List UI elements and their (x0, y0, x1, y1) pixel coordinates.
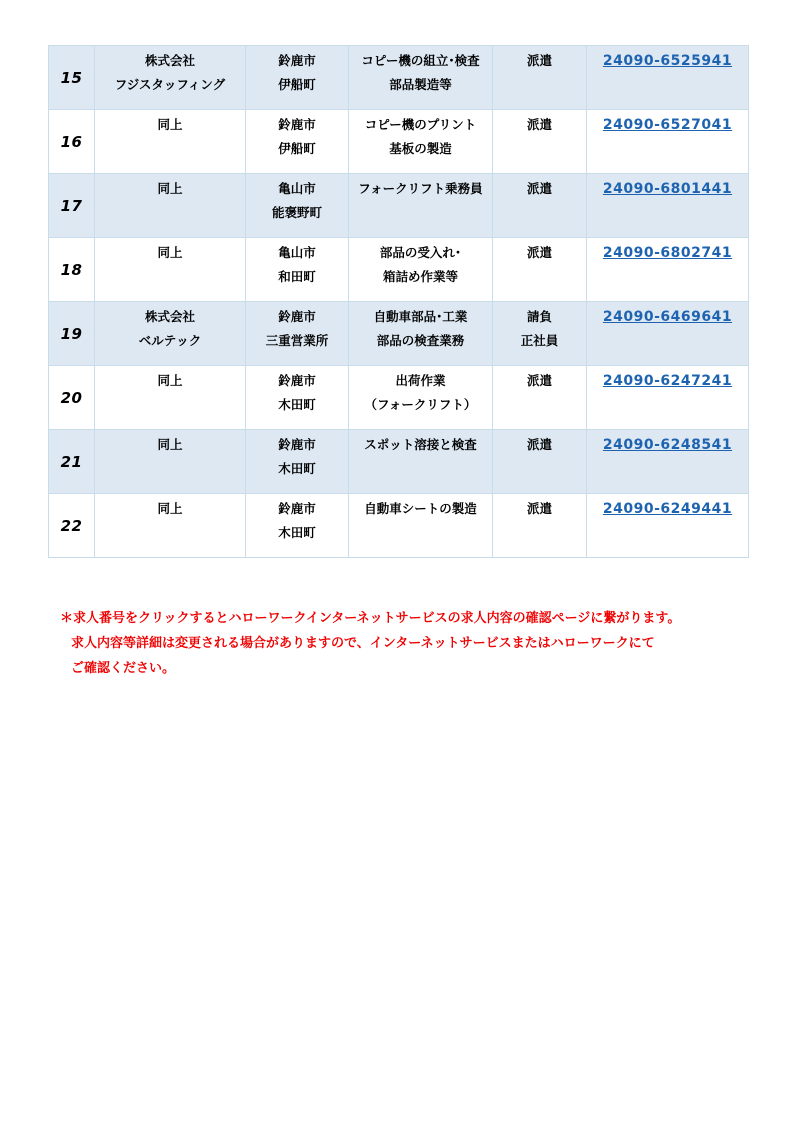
job-cell (349, 366, 493, 430)
table-row (49, 430, 749, 494)
table-row (49, 110, 749, 174)
location-text: 鈴鹿市 (278, 309, 316, 324)
row-number: 17 (49, 174, 95, 238)
job-text: 自動車部品･工業 (373, 309, 468, 324)
job-cell (349, 238, 493, 302)
company-text: 株式会社 (144, 309, 195, 324)
location-text: 伊船町 (278, 77, 316, 92)
job-text: 出荷作業 (395, 373, 446, 388)
company-cell (95, 174, 246, 238)
company-cell (95, 494, 246, 558)
location-cell (246, 174, 349, 238)
job-number-cell (587, 430, 749, 494)
job-text: 箱詰め作業等 (382, 269, 458, 284)
location-text: 木田町 (278, 397, 316, 412)
company-text: 同上 (157, 373, 183, 388)
employment-cell (493, 238, 587, 302)
company-text: 株式会社 (144, 53, 195, 68)
table-row (49, 46, 749, 110)
company-text: 同上 (157, 245, 183, 260)
row-number: 18 (49, 238, 95, 302)
location-text: 木田町 (278, 461, 316, 476)
employment-text: 派遣 (526, 501, 552, 516)
employment-cell (493, 430, 587, 494)
location-cell (246, 430, 349, 494)
notice-text (60, 606, 760, 681)
location-cell (246, 238, 349, 302)
company-cell (95, 302, 246, 366)
company-cell (95, 238, 246, 302)
job-number-link[interactable]: 24090-6249441 (602, 501, 733, 517)
company-cell (95, 366, 246, 430)
company-text: 同上 (157, 437, 183, 452)
job-listing-table (48, 45, 749, 558)
job-number-link[interactable]: 24090-6248541 (602, 437, 733, 453)
employment-cell (493, 302, 587, 366)
employment-cell (493, 494, 587, 558)
company-text: 同上 (157, 117, 183, 132)
location-text: 和田町 (278, 269, 316, 284)
job-number-cell (587, 494, 749, 558)
employment-text: 請負 (526, 309, 552, 324)
location-text: 三重営業所 (265, 333, 329, 348)
table-row (49, 494, 749, 558)
job-cell (349, 174, 493, 238)
company-text: 同上 (157, 501, 183, 516)
row-number: 20 (49, 366, 95, 430)
job-number-cell (587, 302, 749, 366)
employment-text: 派遣 (526, 53, 552, 68)
table-row (49, 238, 749, 302)
row-number: 22 (49, 494, 95, 558)
location-text: 木田町 (278, 525, 316, 540)
job-text: 部品の受入れ･ (379, 245, 462, 260)
location-text: 鈴鹿市 (278, 53, 316, 68)
location-text: 鈴鹿市 (278, 117, 316, 132)
company-text: ベルテック (138, 333, 202, 348)
notice-line: 求人内容等詳細は変更される場合がありますので、インターネットサービスまたはハローワークにて (71, 636, 655, 651)
job-number-link[interactable]: 24090-6801441 (602, 181, 733, 197)
employment-cell (493, 174, 587, 238)
job-text: スポット溶接と検査 (364, 437, 477, 452)
employment-cell (493, 110, 587, 174)
table-row (49, 302, 749, 366)
employment-cell (493, 46, 587, 110)
location-text: 亀山市 (278, 245, 316, 260)
job-text: 部品製造等 (389, 77, 452, 92)
job-number-cell (587, 174, 749, 238)
table-row (49, 366, 749, 430)
location-text: 能褒野町 (271, 205, 322, 220)
location-text: 鈴鹿市 (278, 373, 316, 388)
location-cell (246, 46, 349, 110)
job-text: 基板の製造 (389, 141, 452, 156)
job-number-link[interactable]: 24090-6525941 (602, 53, 733, 69)
job-text: フォークリフト乗務員 (358, 181, 483, 196)
job-cell (349, 494, 493, 558)
job-number-link[interactable]: 24090-6527041 (602, 117, 733, 133)
job-number-cell (587, 110, 749, 174)
job-number-cell (587, 366, 749, 430)
location-cell (246, 494, 349, 558)
job-number-link[interactable]: 24090-6469641 (602, 309, 733, 325)
row-number: 15 (49, 46, 95, 110)
job-text: 自動車シートの製造 (364, 501, 477, 516)
location-text: 伊船町 (278, 141, 316, 156)
employment-text: 派遣 (526, 117, 552, 132)
location-cell (246, 366, 349, 430)
job-cell (349, 302, 493, 366)
job-cell (349, 430, 493, 494)
employment-text: 派遣 (526, 245, 552, 260)
job-number-link[interactable]: 24090-6802741 (602, 245, 733, 261)
job-number-cell (587, 46, 749, 110)
job-text: コピー機の組立･検査 (361, 53, 480, 68)
company-cell (95, 46, 246, 110)
employment-text: 正社員 (520, 333, 559, 348)
table-row (49, 174, 749, 238)
job-number-cell (587, 238, 749, 302)
job-number-link[interactable]: 24090-6247241 (602, 373, 733, 389)
location-text: 亀山市 (278, 181, 316, 196)
employment-text: 派遣 (526, 437, 552, 452)
company-text: 同上 (157, 181, 183, 196)
job-text: 部品の検査業務 (376, 333, 465, 348)
job-cell (349, 46, 493, 110)
company-cell (95, 430, 246, 494)
company-cell (95, 110, 246, 174)
notice-line: ご確認ください。 (71, 661, 176, 676)
location-cell (246, 110, 349, 174)
employment-cell (493, 366, 587, 430)
location-text: 鈴鹿市 (278, 437, 316, 452)
job-cell (349, 110, 493, 174)
employment-text: 派遣 (526, 373, 552, 388)
job-text: コピー機のプリント (364, 117, 477, 132)
company-text: フジスタッフィング (114, 77, 226, 92)
location-cell (246, 302, 349, 366)
row-number: 16 (49, 110, 95, 174)
notice-line: ＊求人番号をクリックするとハローワークインターネットサービスの求人内容の確認ページに繋がります。 (60, 611, 681, 626)
row-number: 19 (49, 302, 95, 366)
row-number: 21 (49, 430, 95, 494)
employment-text: 派遣 (526, 181, 552, 196)
location-text: 鈴鹿市 (278, 501, 316, 516)
job-text: （フォークリフト） (364, 397, 477, 412)
